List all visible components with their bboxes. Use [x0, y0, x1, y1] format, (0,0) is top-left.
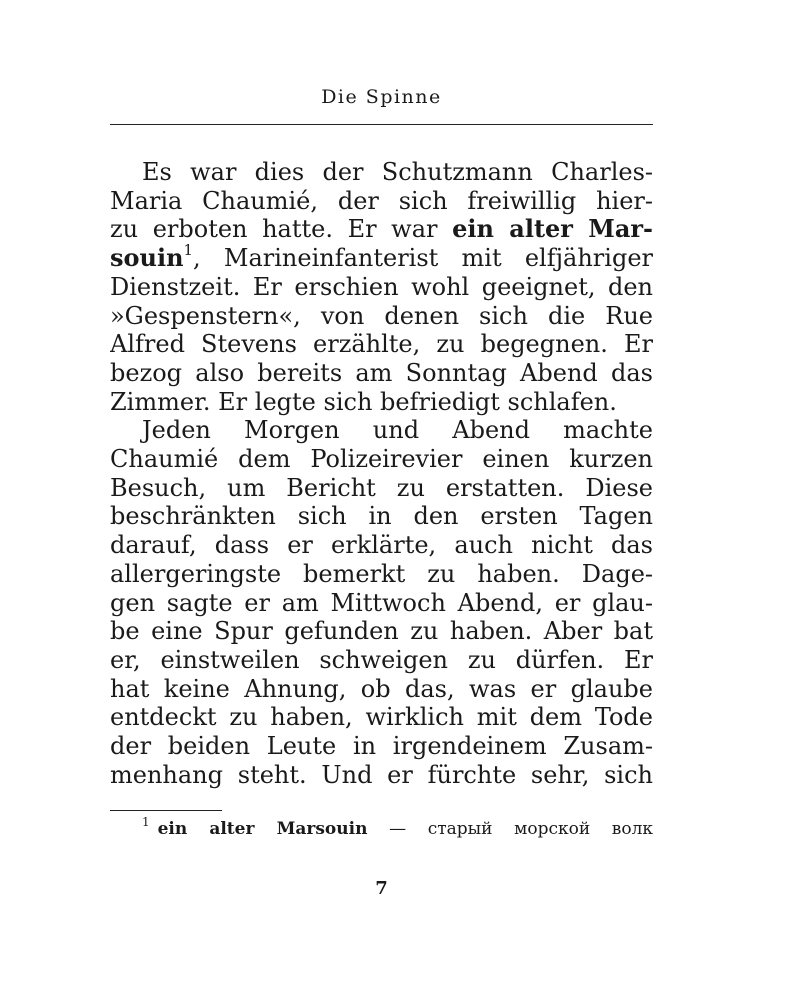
- bold-term: ein alter Mar-: [452, 215, 653, 244]
- text-line: allergeringste bemerkt zu haben. Dage-: [110, 559, 653, 588]
- text-line: Zimmer. Er legte sich befriedigt schlafen.: [110, 387, 617, 416]
- footnote-reference: 1: [183, 244, 194, 259]
- text-line: Maria Chaumié, der sich freiwillig hier-: [110, 186, 653, 215]
- header-divider: [110, 124, 653, 125]
- running-title: Die Spinne: [321, 86, 442, 108]
- text-line: gen sagte er am Mittwoch Abend, er glau-: [110, 588, 653, 617]
- text-fragment: , Marineinfanterist mit elfjähriger: [193, 244, 653, 273]
- text-line: entdeckt zu haben, wirklich mit dem Tode: [110, 703, 653, 732]
- text-line: Chaumié dem Polizeirevier einen kurzen: [110, 445, 653, 474]
- page-number: 7: [375, 878, 388, 899]
- text-line: der beiden Leute in irgendeinem Zusam-: [110, 732, 653, 761]
- text-line: Alfred Stevens erzählte, zu begegnen. Er: [110, 330, 653, 359]
- text-line: »Gespenstern«, von denen sich die Rue: [110, 301, 653, 330]
- footnote-marker: 1: [142, 814, 150, 829]
- text-line: er, einstweilen schweigen zu dürfen. Er: [110, 645, 653, 674]
- footnote-translation: старый морской волк: [427, 819, 654, 839]
- text-line: Jeden Morgen und Abend machte: [142, 416, 653, 445]
- text-line: beschränkten sich in den ersten Tagen: [110, 502, 653, 531]
- text-line: menhang steht. Und er fürchte sehr, sich: [110, 760, 653, 789]
- text-line: [110, 215, 653, 244]
- text-fragment: zu erboten hatte. Er war: [110, 215, 453, 244]
- footnote-dash: —: [389, 819, 407, 839]
- text-line: be eine Spur gefunden zu haben. Aber bat: [110, 617, 653, 646]
- main-text: [110, 158, 653, 789]
- text-line: Besuch, um Bericht zu erstatten. Diese: [110, 473, 653, 502]
- bold-term: souin: [110, 244, 184, 273]
- footnote-term: ein alter Marsouin: [157, 819, 368, 839]
- footnote-divider: [110, 810, 222, 811]
- text-line: Es war dies der Schutzmann Charles-: [142, 158, 653, 186]
- text-line: hat keine Ahnung, ob das, was er glaube: [110, 674, 653, 703]
- text-line: Dienstzeit. Er erschien wohl geeignet, den: [110, 272, 653, 301]
- text-line: bezog also bereits am Sonntag Abend das: [110, 358, 653, 387]
- text-line: darauf, dass er erklärte, auch nicht das: [110, 531, 653, 560]
- footnote: [110, 814, 654, 840]
- text-line: [110, 244, 653, 273]
